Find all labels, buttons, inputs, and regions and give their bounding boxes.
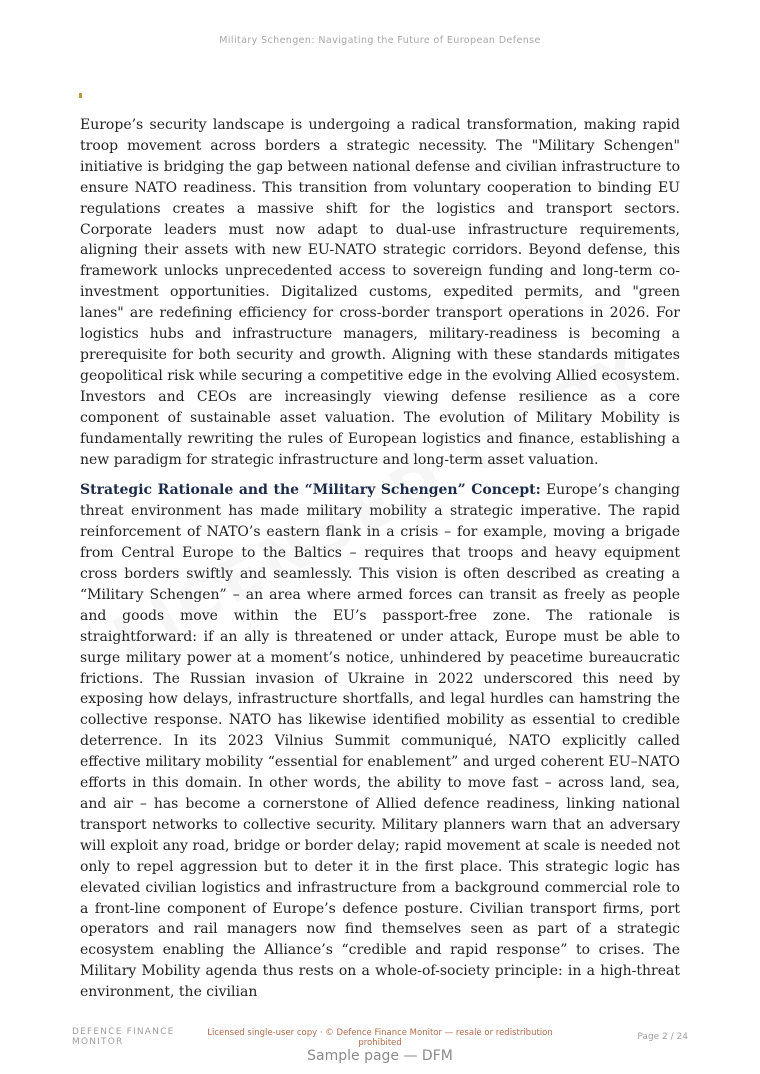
running-header: Military Schengen: Navigating the Future of European Defense bbox=[219, 35, 541, 46]
paragraph-strategic-rationale bbox=[80, 480, 680, 1003]
document-body bbox=[80, 115, 680, 1013]
footer-publisher: DEFENCE FINANCE MONITOR bbox=[72, 1027, 175, 1047]
section-marker bbox=[79, 93, 82, 98]
paragraph-intro: Europe’s security landscape is undergoing a radical transformation, making rapid troop movement across borders a strategic necessity. The "Military Schengen" initiative is bridging the gap between national defense and civilian infrastructure to ensure NATO readiness. This transition from voluntary cooperation to binding EU regulations creates a massive shift for the logistics and transport sectors. Corporate leaders must now adapt to dual-use infrastructure requirements, aligning their assets with new EU-NATO strategic corridors. Beyond defense, this framework unlocks unprecedented access to sovereign funding and long-term co-investment opportunities. Digitalized customs, expedited permits, and "green lanes" are redefining efficiency for cross-border transport operations in 2026. For logistics hubs and infrastructure managers, military-readiness is becoming a prerequisite for both security and growth. Aligning with these standards mitigates geopolitical risk while securing a competitive edge in the evolving Allied ecosystem. Investors and CEOs are increasingly viewing defense resilience as a core component of sustainable asset valuation. The evolution of Military Mobility is fundamentally rewriting the rules of European logistics and finance, establishing a new paradigm for strategic infrastructure and long-term asset valuation. bbox=[80, 117, 680, 468]
footer-license-notice: Licensed single-user copy · © Defence Finance Monitor — resale or redistribution prohibited bbox=[207, 1028, 553, 1048]
sample-page-label: Sample page — DFM bbox=[307, 1048, 453, 1064]
page-number: Page 2 / 24 bbox=[637, 1032, 688, 1042]
paragraph-text: Europe’s changing threat environment has made military mobility a strategic imperative. The rapid reinforcement of NATO’s eastern flank in a crisis – for example, moving a brigade from Central Europe to the Baltics – requires that troops and heavy equipment cross borders swiftly and seamlessly. This vision is often described as creating a “Military Schengen” – an area where armed forces can transit as freely as people and goods move within the EU’s passport-free zone. The rationale is straightforward: if an ally is threatened or under attack, Europe must be able to surge military power at a moment’s notice, unhindered by peacetime bureaucratic frictions. The Russian invasion of Ukraine in 2022 underscored this need by exposing how delays, infrastructure shortfalls, and legal hurdles can hamstring the collective response. NATO has likewise identified mobility as essential to credible deterrence. In its 2023 Vilnius Summit communiqué, NATO explicitly called effective military mobility “essential for enablement” and urged coherent EU–NATO efforts in this domain. In other words, the ability to move fast – across land, sea, and air – has become a cornerstone of Allied defence readiness, linking national transport networks to collective security. Military planners warn that an adversary will exploit any road, bridge or border delay; rapid movement at scale is needed not only to repel aggression but to deter it in the first place. This strategic logic has elevated civilian logistics and infrastructure from a background commercial role to a front-line component of Europe’s defence posture. Civilian transport firms, port operators and rail managers now find themselves seen as part of a strategic ecosystem enabling the Alliance’s “credible and rapid response” to crises. The Military Mobility agenda thus rests on a whole-of-society principle: in a high-threat environment, the civilian bbox=[80, 482, 681, 1001]
paragraph-lead-in: Strategic Rationale and the “Military Schengen” Concept: bbox=[80, 482, 541, 499]
